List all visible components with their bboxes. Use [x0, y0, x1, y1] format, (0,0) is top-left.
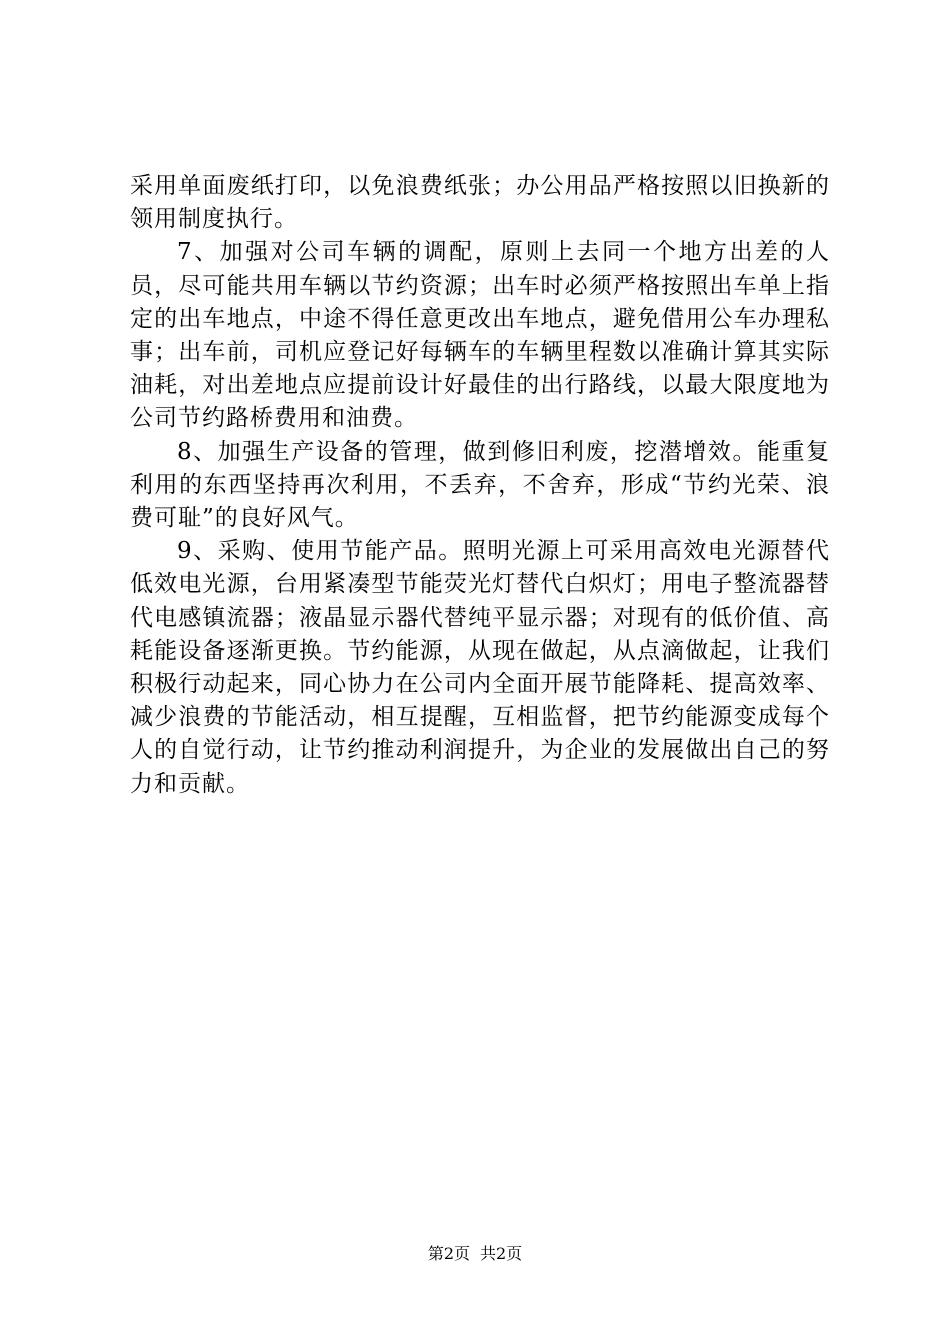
page-footer [0, 1243, 950, 1265]
paragraph-item-8: 8、加强生产设备的管理，做到修旧利废，挖潜增效。能重复利用的东西坚持再次利用，不丢弃，不舍弃，形成“节约光荣、浪费可耻”的良好风气。 [130, 438, 830, 532]
page-number-total: 共2页 [480, 1244, 523, 1263]
document-body [130, 170, 830, 801]
page-number-current: 第2页 [427, 1244, 470, 1263]
paragraph-item-7: 7、加强对公司车辆的调配，原则上去同一个地方出差的人员，尽可能共用车辆以节约资源；出车时必须严格按照出车单上指定的出车地点，中途不得任意更改出车地点，避免借用公车办理私事；出车前，司机应登记好每辆车的车辆里程数以准确计算其实际油耗，对出差地点应提前设计好最佳的出行路线，以最大限度地为公司节约路桥费用和油费。 [130, 239, 830, 432]
paragraph-item-9: 9、采购、使用节能产品。照明光源上可采用高效电光源替代低效电光源，台用紧凑型节能荧光灯替代白炽灯；用电子整流器替代电感镇流器；液晶显示器代替纯平显示器；对现有的低价值、高耗能设备逐渐更换。节约能源，从现在做起，从点滴做起，让我们积极行动起来，同心协力在公司内全面开展节能降耗、提高效率、减少浪费的节能活动，相互提醒，互相监督，把节约能源变成每个人的自觉行动，让节约推动利润提升，为企业的发展做出自己的努力和贡献。 [130, 538, 830, 797]
paragraph-continued: 采用单面废纸打印，以免浪费纸张；办公用品严格按照以旧换新的领用制度执行。 [130, 173, 830, 233]
